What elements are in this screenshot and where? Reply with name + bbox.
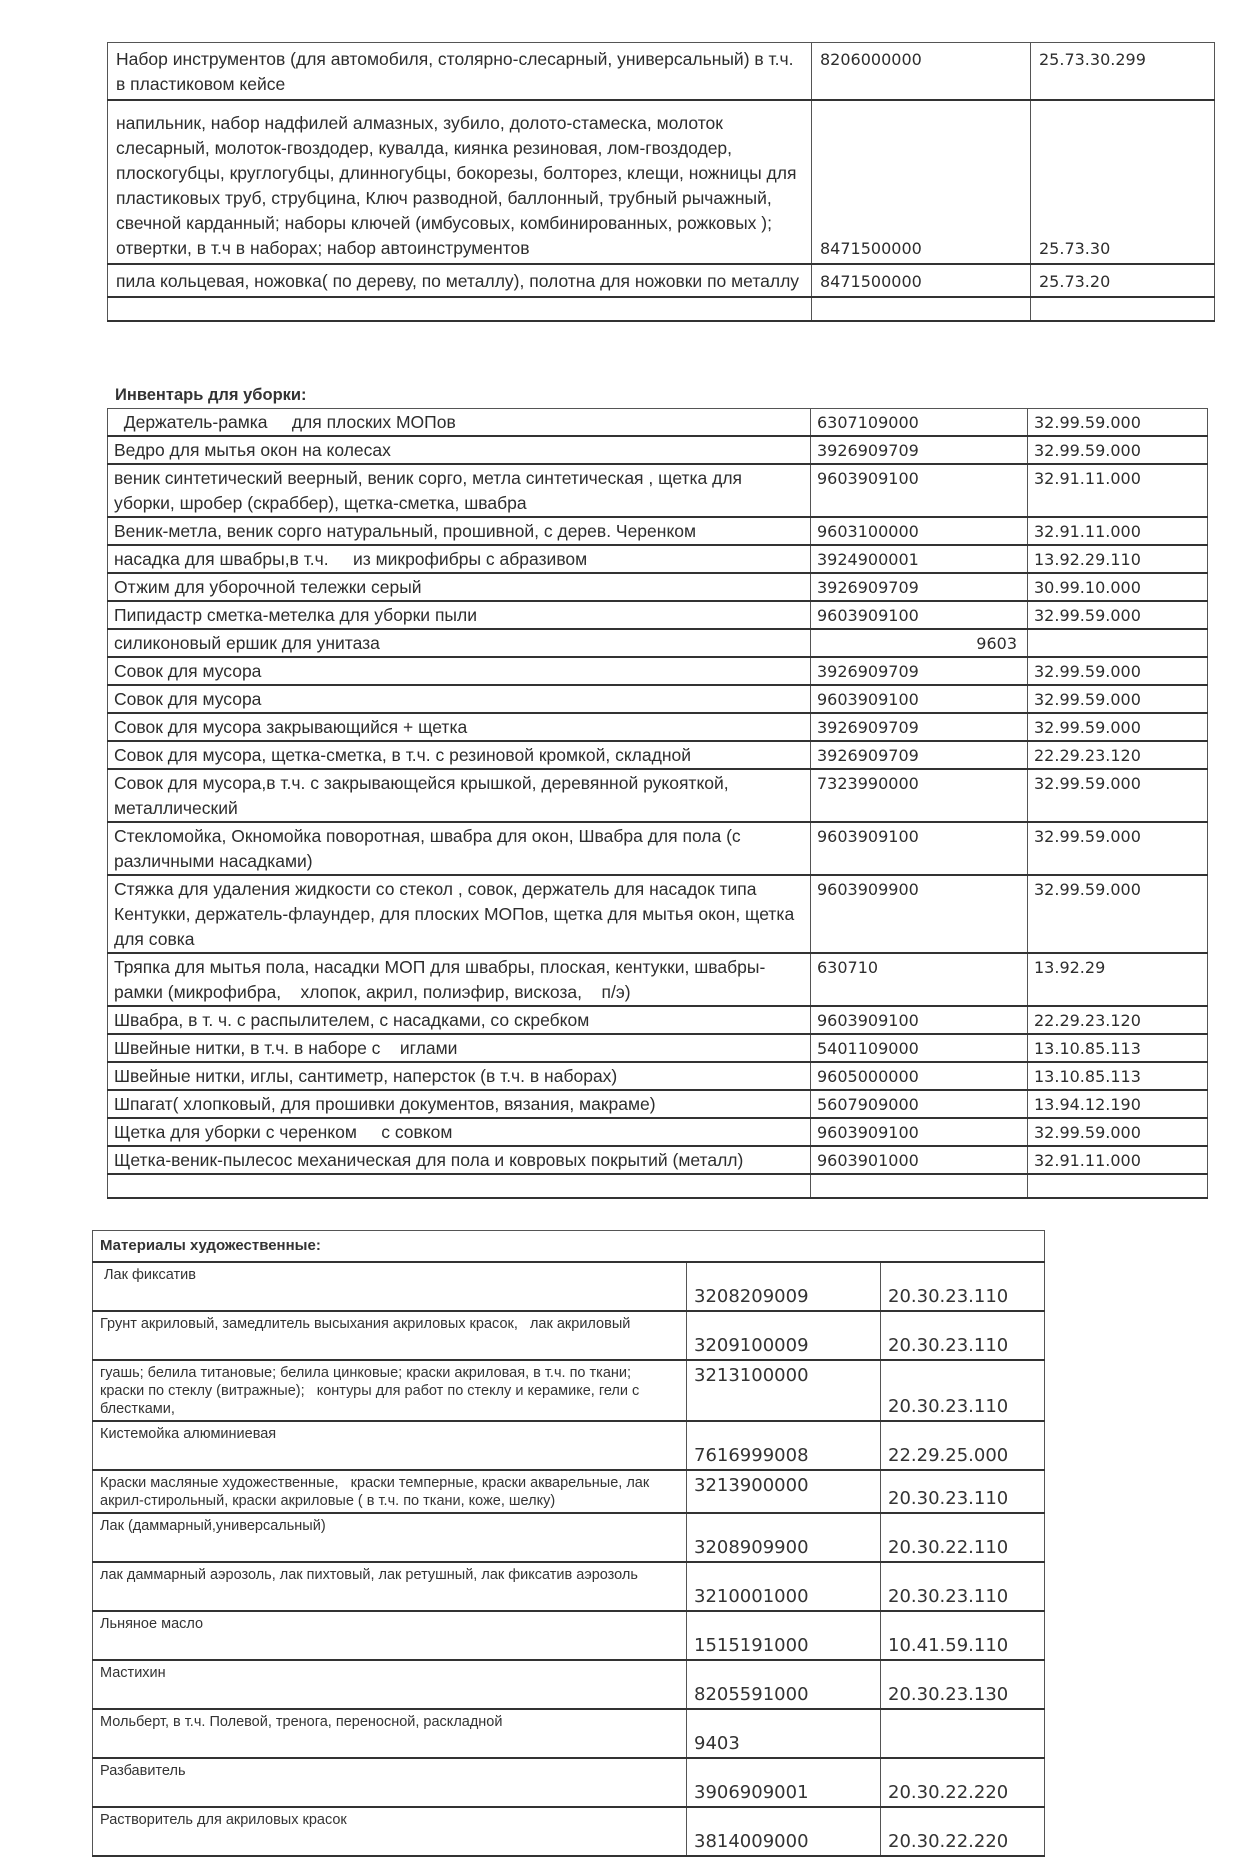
- okpd2-code-cell: 25.73.20: [1031, 264, 1215, 297]
- item-name-cell: Держатель-рамка для плоских МОПов: [108, 409, 811, 437]
- okpd2-code-cell: 25.73.30.299: [1031, 43, 1215, 101]
- tnved-code-cell: 9603100000: [811, 517, 1028, 545]
- tnved-code-cell: [687, 1562, 881, 1611]
- tnved-code-cell: 9603909100: [811, 464, 1028, 517]
- item-name-cell: лак даммарный аэрозоль, лак пихтовый, лак ретушный, лак фиксатив аэрозоль: [93, 1562, 687, 1611]
- item-name-cell: Щетка для уборки с черенком с совком: [108, 1118, 811, 1146]
- okpd2-code-cell: 32.99.59.000: [1028, 769, 1208, 822]
- item-name-cell: Совок для мусора, щетка-сметка, в т.ч. с резиновой кромкой, складной: [108, 741, 811, 769]
- item-name-cell: Пипидастр сметка-метелка для уборки пыли: [108, 601, 811, 629]
- tnved-code: 1515191000: [694, 1635, 809, 1656]
- okpd2-code-cell: [881, 1470, 1045, 1513]
- table-row: [108, 1118, 1208, 1146]
- table-row: [108, 100, 1215, 264]
- tnved-code-cell: [687, 1470, 881, 1513]
- okpd2-code-cell: [881, 1611, 1045, 1660]
- okpd2-code-cell: [881, 1360, 1045, 1421]
- okpd2-code-cell: [881, 1758, 1045, 1807]
- item-name-cell: Веник-метла, веник сорго натуральный, прошивной, с дерев. Черенком: [108, 517, 811, 545]
- tnved-code: 3814009000: [694, 1831, 809, 1852]
- table-row: [108, 1062, 1208, 1090]
- okpd2-code-cell: 32.99.59.000: [1028, 822, 1208, 875]
- item-name-cell: Разбавитель: [93, 1758, 687, 1807]
- table-row: [108, 875, 1208, 953]
- tnved-code-cell: 3926909709: [811, 436, 1028, 464]
- table-row: [108, 1006, 1208, 1034]
- tnved-code-cell: [687, 1660, 881, 1709]
- section-header-row: [93, 1231, 1045, 1263]
- item-name-cell: Совок для мусора: [108, 685, 811, 713]
- okpd2-code-cell: [881, 1421, 1045, 1470]
- item-name-cell: Кистемойка алюминиевая: [93, 1421, 687, 1470]
- tnved-code-cell: [687, 1262, 881, 1311]
- item-name-cell: Мастихин: [93, 1660, 687, 1709]
- item-name-cell: Совок для мусора,в т.ч. с закрывающейся крышкой, деревянной рукояткой, металлический: [108, 769, 811, 822]
- item-name-cell: Швейные нитки, в т.ч. в наборе с иглами: [108, 1034, 811, 1062]
- item-name-cell: Шпагат( хлопковый, для прошивки документов, вязания, макраме): [108, 1090, 811, 1118]
- okpd2-code-cell: [881, 1807, 1045, 1856]
- item-name-cell: Стяжка для удаления жидкости со стекол , совок, держатель для насадок типа Кентукки, держатель-флаундер, для плоских МОПов, щетка для мытья окон, щетка для совка: [108, 875, 811, 953]
- okpd2-code-cell: 32.91.11.000: [1028, 517, 1208, 545]
- tnved-code-cell: 9603909100: [811, 1118, 1028, 1146]
- okpd2-code-cell: 13.10.85.113: [1028, 1034, 1208, 1062]
- table-row: [93, 1360, 1045, 1421]
- table-row: [108, 1034, 1208, 1062]
- table-row: [108, 545, 1208, 573]
- table-row: [93, 1470, 1045, 1513]
- tnved-code-cell: [687, 1513, 881, 1562]
- item-name-cell: гуашь; белила титановые; белила цинковые; краски акриловая, в т.ч. по ткани; краски по стеклу (витражные); контуры для работ по стеклу и керамике, гели с блестками,: [93, 1360, 687, 1421]
- table-row: [93, 1311, 1045, 1360]
- table-row: [108, 713, 1208, 741]
- tnved-code-cell: 3924900001: [811, 545, 1028, 573]
- tnved-code: 3213100000: [694, 1365, 809, 1386]
- table-row: [108, 822, 1208, 875]
- item-name-cell: Швейные нитки, иглы, сантиметр, наперсток (в т.ч. в наборах): [108, 1062, 811, 1090]
- tnved-code-cell: 9603909100: [811, 685, 1028, 713]
- okpd2-code: 20.30.23.130: [888, 1684, 1009, 1705]
- okpd2-code: 20.30.23.110: [888, 1335, 1009, 1356]
- tnved-code-cell: [811, 1174, 1028, 1198]
- table-row: [108, 43, 1215, 101]
- okpd2-code-cell: 32.91.11.000: [1028, 1146, 1208, 1174]
- okpd2-code-cell: 30.99.10.000: [1028, 573, 1208, 601]
- tnved-code: 8205591000: [694, 1684, 809, 1705]
- table-row: [93, 1562, 1045, 1611]
- tnved-code-cell: 9605000000: [811, 1062, 1028, 1090]
- tnved-code-cell: 3926909709: [811, 657, 1028, 685]
- item-name-cell: Мольберт, в т.ч. Полевой, тренога, переносной, раскладной: [93, 1709, 687, 1758]
- okpd2-code-cell: [1031, 297, 1215, 321]
- table-row-empty: [108, 1174, 1208, 1198]
- table-row: [108, 517, 1208, 545]
- tnved-code-cell: 3926909709: [811, 741, 1028, 769]
- okpd2-code: 20.30.23.110: [888, 1488, 1009, 1509]
- okpd2-code-cell: 32.99.59.000: [1028, 409, 1208, 437]
- item-name-cell: Щетка-веник-пылесос механическая для пола и ковровых покрытий (металл): [108, 1146, 811, 1174]
- okpd2-code-cell: 13.92.29: [1028, 953, 1208, 1006]
- tnved-code-cell: 3926909709: [811, 713, 1028, 741]
- table-row: [108, 264, 1215, 297]
- item-name-cell: пила кольцевая, ножовка( по дереву, по металлу), полотна для ножовки по металлу: [108, 264, 812, 297]
- item-name-cell: Ведро для мытья окон на колесах: [108, 436, 811, 464]
- okpd2-code-cell: 25.73.30: [1031, 100, 1215, 264]
- table-row: [108, 436, 1208, 464]
- tnved-code-cell: 9603909100: [811, 601, 1028, 629]
- tnved-code-cell: 9603909100: [811, 822, 1028, 875]
- tnved-code-cell: 3926909709: [811, 573, 1028, 601]
- okpd2-code: 20.30.23.110: [888, 1286, 1009, 1307]
- okpd2-code: 22.29.25.000: [888, 1445, 1009, 1466]
- tnved-code-cell: 8471500000: [812, 100, 1031, 264]
- okpd2-code-cell: 22.29.23.120: [1028, 1006, 1208, 1034]
- okpd2-code-cell: 32.99.59.000: [1028, 436, 1208, 464]
- okpd2-code-cell: [881, 1660, 1045, 1709]
- table-row: [93, 1807, 1045, 1856]
- item-name-cell: напильник, набор надфилей алмазных, зубило, долото-стамеска, молоток слесарный, молоток-гвоздодер, кувалда, киянка резиновая, лом-гвоздодер, плоскогубцы, круглогубцы, длинногубцы, бокорезы, болторез, клещи, ножницы для пластиковых труб, струбцина, Ключ разводной, баллонный, трубный рычажный, свечной карданный; наборы ключей (имбусовых, комбинированных, рожковых ); отвертки, в т.ч в наборах; набор автоинструментов: [108, 100, 812, 264]
- okpd2-code-cell: [1028, 629, 1208, 657]
- item-name-cell: Грунт акриловый, замедлитель высыхания акриловых красок, лак акриловый: [93, 1311, 687, 1360]
- table-row: [108, 769, 1208, 822]
- tnved-code-cell: 7323990000: [811, 769, 1028, 822]
- tnved-code: 3906909001: [694, 1782, 809, 1803]
- tnved-code-cell: 8206000000: [812, 43, 1031, 101]
- table-row: [108, 741, 1208, 769]
- okpd2-code-cell: 32.91.11.000: [1028, 464, 1208, 517]
- okpd2-code: 10.41.59.110: [888, 1635, 1009, 1656]
- okpd2-code-cell: [881, 1709, 1045, 1758]
- table-row: [93, 1421, 1045, 1470]
- tnved-code-cell: 9603909100: [811, 1006, 1028, 1034]
- okpd2-code-cell: 13.94.12.190: [1028, 1090, 1208, 1118]
- table-row: [108, 657, 1208, 685]
- tnved-code-cell: 5401109000: [811, 1034, 1028, 1062]
- tnved-code: 9403: [694, 1733, 740, 1754]
- item-name-cell: Набор инструментов (для автомобиля, столярно-слесарный, универсальный) в т.ч. в пластиковом кейсе: [108, 43, 812, 101]
- item-name-cell: Растворитель для акриловых красок: [93, 1807, 687, 1856]
- item-name-cell: Краски масляные художественные, краски темперные, краски акварельные, лак акрил-стирольный, краски акриловые ( в т.ч. по ткани, коже, шелку): [93, 1470, 687, 1513]
- tnved-code-cell: [812, 297, 1031, 321]
- table-row: [93, 1262, 1045, 1311]
- cleaning-inventory-table: [107, 408, 1208, 1199]
- okpd2-code-cell: 32.99.59.000: [1028, 1118, 1208, 1146]
- tnved-code: 3213900000: [694, 1475, 809, 1496]
- table-row: [108, 409, 1208, 437]
- okpd2-code: 20.30.23.110: [888, 1396, 1009, 1417]
- table-row: [108, 573, 1208, 601]
- okpd2-code-cell: 32.99.59.000: [1028, 875, 1208, 953]
- tnved-code-cell: 8471500000: [812, 264, 1031, 297]
- okpd2-code-cell: 32.99.59.000: [1028, 657, 1208, 685]
- item-name-cell: Льняное масло: [93, 1611, 687, 1660]
- tnved-code-cell: [687, 1709, 881, 1758]
- item-name-cell: [108, 1174, 811, 1198]
- item-name-cell: [108, 297, 812, 321]
- okpd2-code-cell: 32.99.59.000: [1028, 713, 1208, 741]
- okpd2-code-cell: [881, 1311, 1045, 1360]
- table-row: [93, 1611, 1045, 1660]
- okpd2-code-cell: 32.99.59.000: [1028, 685, 1208, 713]
- tnved-code-cell: [687, 1311, 881, 1360]
- item-name-cell: Отжим для уборочной тележки серый: [108, 573, 811, 601]
- table-row: [93, 1709, 1045, 1758]
- table-row: [108, 601, 1208, 629]
- section-title-art: Материалы художественные:: [93, 1231, 1045, 1263]
- okpd2-code-cell: 13.10.85.113: [1028, 1062, 1208, 1090]
- okpd2-code: 20.30.22.220: [888, 1782, 1009, 1803]
- tnved-code-cell: [687, 1421, 881, 1470]
- okpd2-code-cell: 32.99.59.000: [1028, 601, 1208, 629]
- art-materials-table: [92, 1230, 1045, 1857]
- okpd2-code: 20.30.23.110: [888, 1586, 1009, 1607]
- table-row: [93, 1513, 1045, 1562]
- table-row: [93, 1758, 1045, 1807]
- table-row: [108, 464, 1208, 517]
- okpd2-code-cell: [1028, 1174, 1208, 1198]
- tnved-code-cell: 9603901000: [811, 1146, 1028, 1174]
- tnved-code: 3209100009: [694, 1335, 809, 1356]
- okpd2-code-cell: [881, 1513, 1045, 1562]
- tnved-code-cell: 6307109000: [811, 409, 1028, 437]
- item-name-cell: веник синтетический веерный, веник сорго, метла синтетическая , щетка для уборки, шробер (скраббер), щетка-сметка, швабра: [108, 464, 811, 517]
- table-row-empty: [108, 297, 1215, 321]
- tnved-code-cell: 630710: [811, 953, 1028, 1006]
- okpd2-code-cell: 22.29.23.120: [1028, 741, 1208, 769]
- table-row: [93, 1660, 1045, 1709]
- tnved-code-cell: [687, 1807, 881, 1856]
- tnved-code-cell: [687, 1611, 881, 1660]
- item-name-cell: Стекломойка, Окномойка поворотная, швабра для окон, Швабра для пола (с различными насадками): [108, 822, 811, 875]
- tnved-code: 3208209009: [694, 1286, 809, 1307]
- tnved-code: 7616999008: [694, 1445, 809, 1466]
- table-row: [108, 1146, 1208, 1174]
- table-row: [108, 629, 1208, 657]
- okpd2-code-cell: [881, 1562, 1045, 1611]
- item-name-cell: Лак (даммарный,универсальный): [93, 1513, 687, 1562]
- item-name-cell: силиконовый ершик для унитаза: [108, 629, 811, 657]
- okpd2-code: 20.30.22.110: [888, 1537, 1009, 1558]
- tnved-code-cell: [687, 1360, 881, 1421]
- item-name-cell: Лак фиксатив: [93, 1262, 687, 1311]
- item-name-cell: Совок для мусора: [108, 657, 811, 685]
- okpd2-code-cell: [881, 1262, 1045, 1311]
- section-title-cleaning: Инвентарь для уборки:: [115, 386, 307, 404]
- item-name-cell: насадка для швабры,в т.ч. из микрофибры с абразивом: [108, 545, 811, 573]
- tnved-code-cell: 5607909000: [811, 1090, 1028, 1118]
- item-name-cell: Швабра, в т. ч. с распылителем, с насадками, со скребком: [108, 1006, 811, 1034]
- table-row: [108, 953, 1208, 1006]
- okpd2-code: 20.30.22.220: [888, 1831, 1009, 1852]
- item-name-cell: Совок для мусора закрывающийся + щетка: [108, 713, 811, 741]
- table-row: [108, 1090, 1208, 1118]
- tnved-code-cell: 9603: [811, 629, 1028, 657]
- tnved-code-cell: [687, 1758, 881, 1807]
- okpd2-code-cell: 13.92.29.110: [1028, 545, 1208, 573]
- table-row: [108, 685, 1208, 713]
- tools-table: [107, 42, 1215, 322]
- tnved-code: 3210001000: [694, 1586, 809, 1607]
- tnved-code: 3208909900: [694, 1537, 809, 1558]
- item-name-cell: Тряпка для мытья пола, насадки МОП для швабры, плоская, кентукки, швабры-рамки (микрофибра, хлопок, акрил, полиэфир, вискоза, п/э): [108, 953, 811, 1006]
- tnved-code-cell: 9603909900: [811, 875, 1028, 953]
